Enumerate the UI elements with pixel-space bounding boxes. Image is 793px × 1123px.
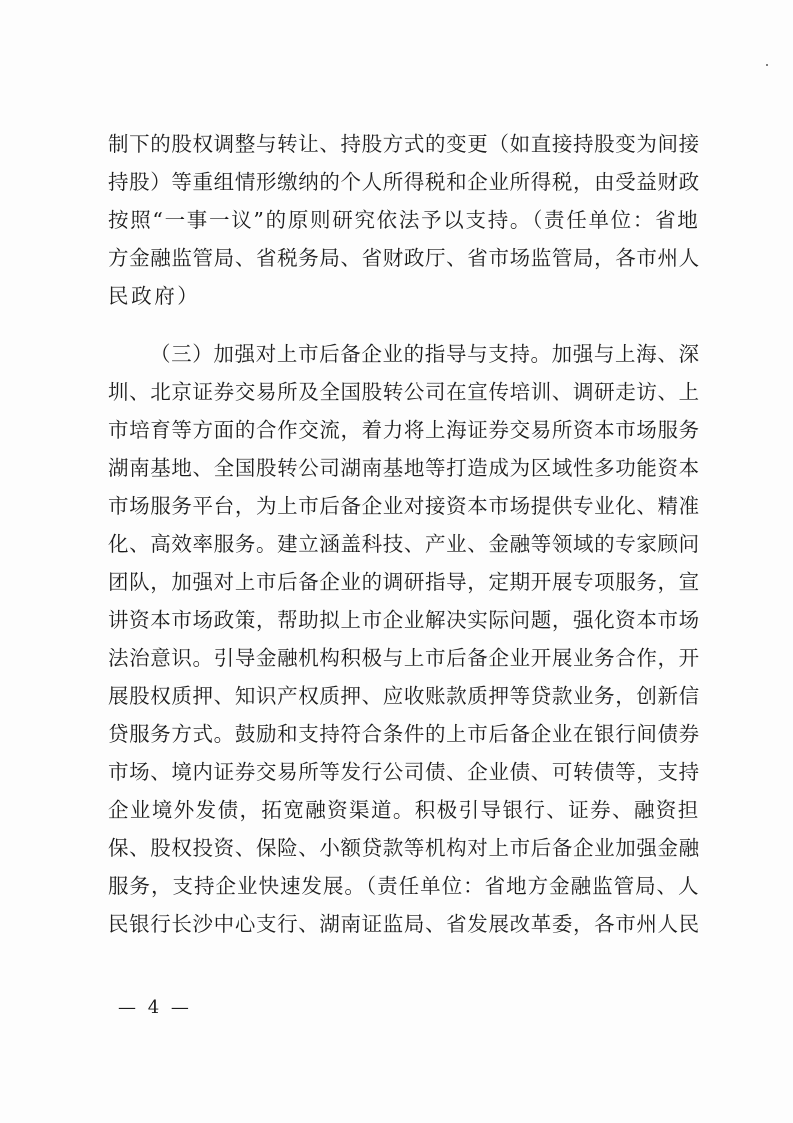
body-text-line: 市培育等方面的合作交流，着力将上海证券交易所资本市场服务	[108, 418, 700, 442]
body-text-line: 湖南基地、全国股转公司湖南基地等打造成为区域性多功能资本	[108, 456, 700, 480]
body-text-line: 按照“一事一议”的原则研究依法予以支持。（责任单位：省地	[108, 208, 700, 232]
body-text-line: 制下的股权调整与转让、持股方式的变更（如直接持股变为间接	[108, 132, 700, 156]
body-text-line: 服务，支持企业快速发展。（责任单位：省地方金融监管局、人	[108, 874, 700, 898]
body-text-line: 化、高效率服务。建立涵盖科技、产业、金融等领域的专家顾问	[108, 532, 700, 556]
body-text-line: 法治意识。引导金融机构积极与上市后备企业开展业务合作，开	[108, 646, 700, 670]
body-text-line: 团队，加强对上市后备企业的调研指导，定期开展专项服务，宣	[108, 570, 700, 594]
body-text-line: 市场、境内证券交易所等发行公司债、企业债、可转债等，支持	[108, 760, 700, 784]
body-text-line: 市场服务平台，为上市后备企业对接资本市场提供专业化、精准	[108, 494, 700, 518]
body-text-line: 民政府）	[108, 284, 201, 308]
body-text-line: 贷服务方式。鼓励和支持符合条件的上市后备企业在银行间债券	[108, 722, 700, 746]
body-text-line: 持股）等重组情形缴纳的个人所得税和企业所得税，由受益财政	[108, 170, 700, 194]
body-text-line: 圳、北京证券交易所及全国股转公司在宣传培训、调研走访、上	[108, 380, 700, 404]
body-text-line: 方金融监管局、省税务局、省财政厅、省市场监管局，各市州人	[108, 246, 700, 270]
section-heading-line: （三）加强对上市后备企业的指导与支持。加强与上海、深	[150, 342, 700, 366]
body-text-line: 保、股权投资、保险、小额贷款等机构对上市后备企业加强金融	[108, 836, 700, 860]
body-text-line: 展股权质押、知识产权质押、应收账款质押等贷款业务，创新信	[108, 684, 700, 708]
page-number: — 4 —	[118, 997, 192, 1018]
scan-speck	[766, 64, 768, 66]
body-text-line: 民银行长沙中心支行、湖南证监局、省发展改革委，各市州人民	[108, 912, 700, 936]
body-text-line: 企业境外发债，拓宽融资渠道。积极引导银行、证券、融资担	[108, 798, 700, 822]
body-text-line: 讲资本市场政策，帮助拟上市企业解决实际问题，强化资本市场	[108, 608, 700, 632]
